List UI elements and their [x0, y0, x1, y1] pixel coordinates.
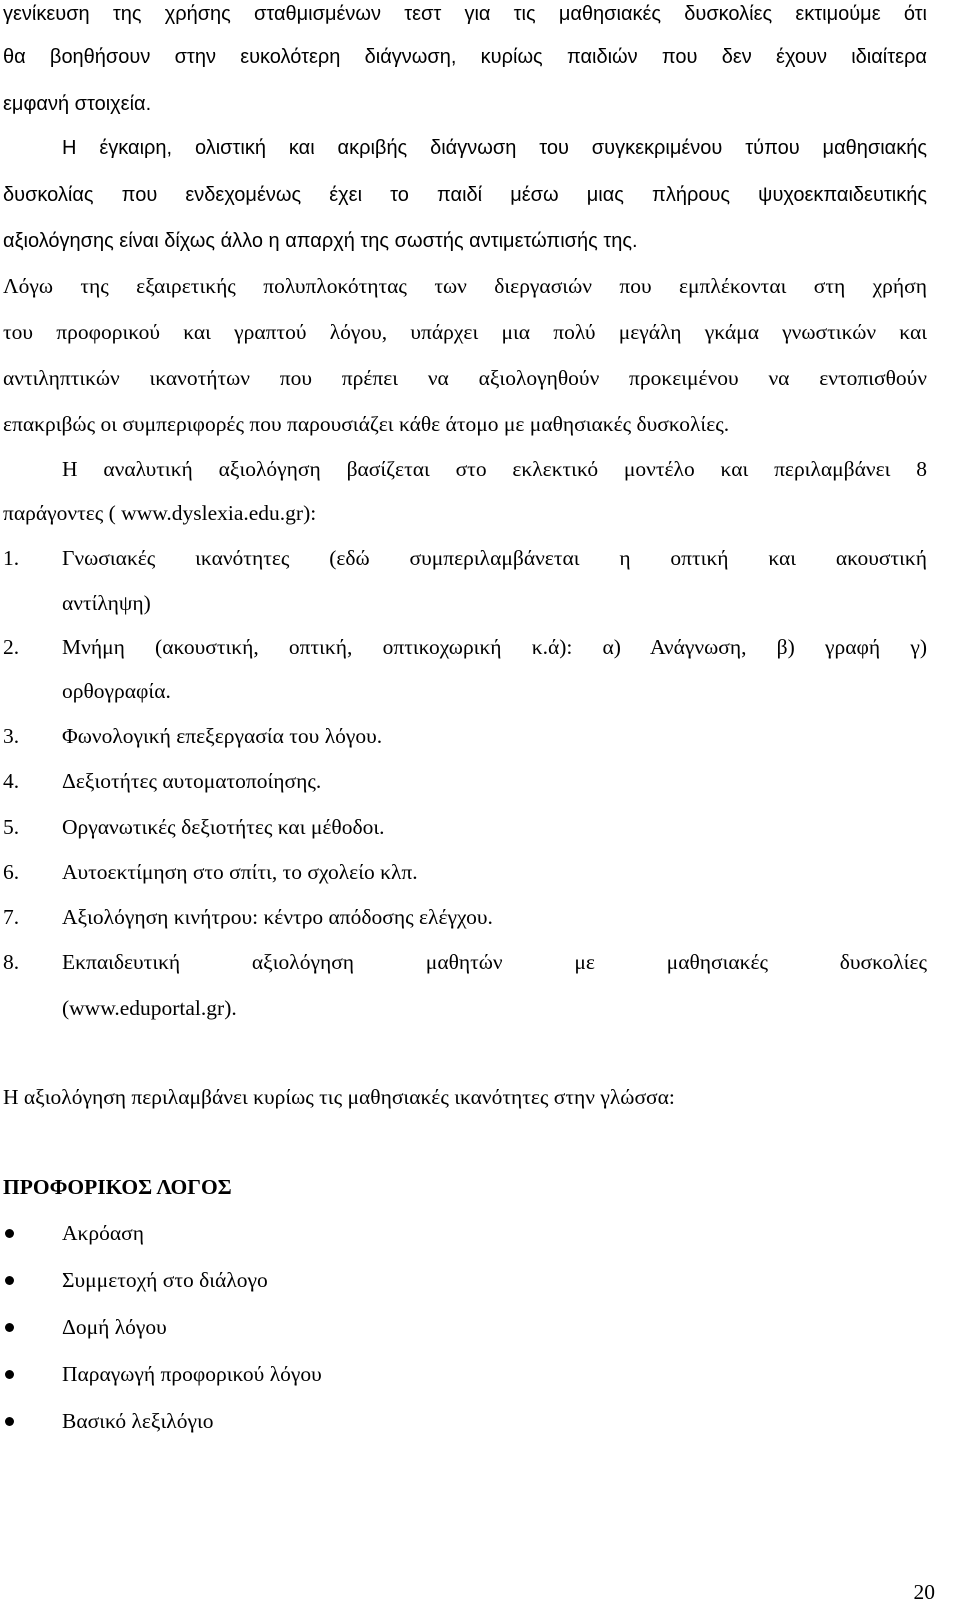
list-number: 7. — [3, 905, 20, 929]
list-text: (www.eduportal.gr). — [62, 996, 237, 1020]
text-line: επακριβώς οι συμπεριφορές που παρουσιάζει κάθε άτομο με μαθησιακές δυσκολίες. — [3, 412, 730, 436]
text-line: του προφορικού και γραπτού λόγου, υπάρχει μια πολύ μεγάλη γκάμα γνωστικών και — [3, 320, 927, 344]
text-line: γενίκευση της χρήσης σταθμισμένων τεστ για τις μαθησιακές δυσκολίες εκτιμούμε ότι — [3, 3, 927, 25]
list-number: 3. — [3, 724, 20, 748]
list-number: 6. — [3, 860, 20, 884]
list-text: Δομή λόγου — [62, 1315, 167, 1339]
bullet-icon — [5, 1229, 14, 1238]
summary-sentence: Η αξιολόγηση περιλαμβάνει κυρίως τις μαθησιακές ικανότητες στην γλώσσα: — [3, 1085, 675, 1109]
text-line: αξιολόγησης είναι δίχως άλλο η απαρχή της σωστής αντιμετώπισής της. — [3, 230, 638, 252]
text-line: Λόγω της εξαιρετικής πολυπλοκότητας των διεργασιών που εμπλέκονται στη χρήση — [3, 274, 927, 298]
list-number: 1. — [3, 546, 20, 570]
text-line: παράγοντες ( www.dyslexia.edu.gr): — [3, 501, 317, 525]
text-line: εμφανή στοιχεία. — [3, 93, 152, 115]
list-number: 5. — [3, 815, 20, 839]
list-text: Παραγωγή προφορικού λόγου — [62, 1362, 322, 1386]
list-text: Αξιολόγηση κινήτρου: κέντρο απόδοσης ελέγχου. — [62, 905, 493, 929]
text-line: Η αναλυτική αξιολόγηση βασίζεται στο εκλεκτικό μοντέλο και περιλαμβάνει 8 — [62, 457, 927, 481]
list-text: Γνωσιακές ικανότητες (εδώ συμπεριλαμβάνεται η οπτική και ακουστική — [62, 546, 927, 570]
list-text: Βασικό λεξιλόγιο — [62, 1409, 214, 1433]
bullet-icon — [5, 1276, 14, 1285]
text-line: Η έγκαιρη, ολιστική και ακριβής διάγνωση του συγκεκριμένου τύπου μαθησιακής — [62, 137, 927, 159]
list-text: Οργανωτικές δεξιοτήτες και μέθοδοι. — [62, 815, 385, 839]
section-heading: ΠΡΟΦΟΡΙΚΟΣ ΛΟΓΟΣ — [3, 1175, 232, 1199]
bullet-icon — [5, 1370, 14, 1379]
text-line: θα βοηθήσουν στην ευκολότερη διάγνωση, κυρίως παιδιών που δεν έχουν ιδιαίτερα — [3, 46, 927, 68]
list-text: ορθογραφία. — [62, 679, 171, 703]
list-number: 4. — [3, 769, 20, 793]
bullet-icon — [5, 1417, 14, 1426]
list-text: αντίληψη) — [62, 591, 151, 615]
list-text: Συμμετοχή στο διάλογο — [62, 1268, 268, 1292]
list-number: 2. — [3, 635, 20, 659]
list-text: Ακρόαση — [62, 1221, 144, 1245]
list-number: 8. — [3, 950, 20, 974]
list-text: Αυτοεκτίμηση στο σπίτι, το σχολείο κλπ. — [62, 860, 418, 884]
page-number: 20 — [913, 1580, 935, 1604]
text-line: δυσκολίας που ενδεχομένως έχει το παιδί μέσω μιας πλήρους ψυχοεκπαιδευτικής — [3, 184, 927, 206]
bullet-icon — [5, 1323, 14, 1332]
list-text: Μνήμη (ακουστική, οπτική, οπτικοχωρική κ.ά): α) Ανάγνωση, β) γραφή γ) — [62, 635, 927, 659]
list-text: Φωνολογική επεξεργασία του λόγου. — [62, 724, 383, 748]
text-line: αντιληπτικών ικανοτήτων που πρέπει να αξιολογηθούν προκειμένου να εντοπισθούν — [3, 366, 927, 390]
list-text: Εκπαιδευτική αξιολόγηση μαθητών με μαθησιακές δυσκολίες — [62, 950, 927, 974]
list-text: Δεξιοτήτες αυτοματοποίησης. — [62, 769, 322, 793]
